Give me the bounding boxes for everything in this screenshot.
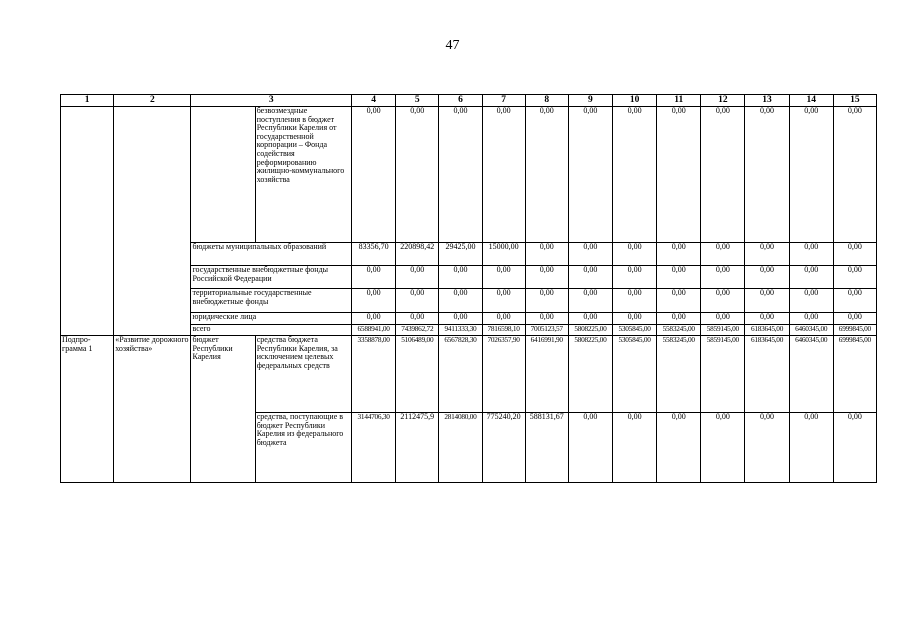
value-cell: 0,00 xyxy=(525,243,568,266)
value-cell: 9411333,30 xyxy=(439,325,482,336)
row-label: юридические лица xyxy=(191,313,352,325)
value-cell: 7026357,90 xyxy=(482,336,525,413)
row-label: средства бюджета Республики Карелия, за исключением целевых федеральных средств xyxy=(255,336,351,413)
empty-cell xyxy=(191,107,255,243)
value-cell: 5583245,00 xyxy=(657,325,701,336)
value-cell: 5305845,00 xyxy=(612,325,656,336)
value-cell: 0,00 xyxy=(612,107,656,243)
value-cell: 7439862,72 xyxy=(396,325,439,336)
value-cell: 0,00 xyxy=(439,313,482,325)
value-cell: 2814080,00 xyxy=(439,413,482,483)
value-cell: 6567828,30 xyxy=(439,336,482,413)
value-cell: 5808225,00 xyxy=(568,325,612,336)
header-cell: 10 xyxy=(612,95,656,107)
value-cell: 0,00 xyxy=(568,289,612,313)
value-cell: 0,00 xyxy=(568,413,612,483)
value-cell: 0,00 xyxy=(833,413,876,483)
value-cell: 0,00 xyxy=(612,243,656,266)
header-cell: 9 xyxy=(568,95,612,107)
header-cell: 15 xyxy=(833,95,876,107)
value-cell: 0,00 xyxy=(568,107,612,243)
value-cell: 0,00 xyxy=(568,266,612,289)
value-cell: 0,00 xyxy=(612,289,656,313)
value-cell: 6999845,00 xyxy=(833,325,876,336)
value-cell: 0,00 xyxy=(657,289,701,313)
value-cell: 0,00 xyxy=(525,266,568,289)
value-cell: 0,00 xyxy=(745,266,789,289)
value-cell: 0,00 xyxy=(789,243,833,266)
table-row xyxy=(61,336,877,413)
value-cell: 6460345,00 xyxy=(789,325,833,336)
value-cell: 0,00 xyxy=(789,107,833,243)
header-cell: 3 xyxy=(191,95,352,107)
value-cell: 0,00 xyxy=(833,313,876,325)
row-label: всего xyxy=(191,325,352,336)
value-cell: 29425,00 xyxy=(439,243,482,266)
header-cell: 4 xyxy=(352,95,396,107)
value-cell: 5583245,00 xyxy=(657,336,701,413)
header-row xyxy=(61,95,877,107)
row-label: средства, поступающие в бюджет Республики Карелия из федерального бюджета xyxy=(255,413,351,483)
value-cell: 0,00 xyxy=(525,107,568,243)
header-cell: 12 xyxy=(701,95,745,107)
header-cell: 7 xyxy=(482,95,525,107)
value-cell: 15000,00 xyxy=(482,243,525,266)
value-cell: 0,00 xyxy=(833,107,876,243)
value-cell: 0,00 xyxy=(352,289,396,313)
value-cell: 0,00 xyxy=(482,313,525,325)
value-cell: 6183645,00 xyxy=(745,336,789,413)
value-cell: 0,00 xyxy=(482,266,525,289)
value-cell: 0,00 xyxy=(833,266,876,289)
value-cell: 0,00 xyxy=(833,289,876,313)
value-cell: 0,00 xyxy=(745,107,789,243)
value-cell: 0,00 xyxy=(657,313,701,325)
program-name: «Развитие дорожного хозяйства» xyxy=(114,336,191,483)
row-label: бюджеты муниципальных образований xyxy=(191,243,352,266)
value-cell: 0,00 xyxy=(482,107,525,243)
value-cell: 220898,42 xyxy=(396,243,439,266)
header-cell: 2 xyxy=(114,95,191,107)
value-cell: 0,00 xyxy=(396,107,439,243)
table-row xyxy=(61,107,877,243)
value-cell: 0,00 xyxy=(612,313,656,325)
header-cell: 13 xyxy=(745,95,789,107)
value-cell: 5808225,00 xyxy=(568,336,612,413)
value-cell: 0,00 xyxy=(789,289,833,313)
header-cell: 8 xyxy=(525,95,568,107)
value-cell: 0,00 xyxy=(745,413,789,483)
value-cell: 0,00 xyxy=(789,313,833,325)
value-cell: 0,00 xyxy=(439,289,482,313)
value-cell: 6183645,00 xyxy=(745,325,789,336)
page-number: 47 xyxy=(445,38,460,53)
empty-cell xyxy=(61,107,114,336)
value-cell: 0,00 xyxy=(833,243,876,266)
budget-table xyxy=(60,94,877,483)
value-cell: 0,00 xyxy=(352,107,396,243)
value-cell: 0,00 xyxy=(396,266,439,289)
value-cell: 0,00 xyxy=(612,413,656,483)
value-cell: 0,00 xyxy=(568,313,612,325)
value-cell: 0,00 xyxy=(745,243,789,266)
header-cell: 1 xyxy=(61,95,114,107)
value-cell: 6999845,00 xyxy=(833,336,876,413)
value-cell: 5106489,00 xyxy=(396,336,439,413)
value-cell: 83356,70 xyxy=(352,243,396,266)
value-cell: 0,00 xyxy=(701,289,745,313)
header-cell: 5 xyxy=(396,95,439,107)
value-cell: 0,00 xyxy=(701,243,745,266)
value-cell: 0,00 xyxy=(657,413,701,483)
value-cell: 5305845,00 xyxy=(612,336,656,413)
value-cell: 3144706,30 xyxy=(352,413,396,483)
value-cell: 6588941,00 xyxy=(352,325,396,336)
row-label: территориальные государственные внебюджетные фонды xyxy=(191,289,352,313)
value-cell: 0,00 xyxy=(396,313,439,325)
value-cell: 0,00 xyxy=(789,266,833,289)
value-cell: 0,00 xyxy=(568,243,612,266)
empty-cell xyxy=(114,107,191,336)
program-code: Подпро-грамма 1 xyxy=(61,336,114,483)
header-cell: 6 xyxy=(439,95,482,107)
value-cell: 0,00 xyxy=(701,413,745,483)
value-cell: 0,00 xyxy=(352,266,396,289)
value-cell: 0,00 xyxy=(745,313,789,325)
value-cell: 0,00 xyxy=(701,107,745,243)
value-cell: 0,00 xyxy=(525,313,568,325)
value-cell: 0,00 xyxy=(352,313,396,325)
source-group: бюджет Республики Карелия xyxy=(191,336,255,483)
value-cell: 6416991,90 xyxy=(525,336,568,413)
row-label: безвозмездные поступления в бюджет Республики Карелия от государственной корпорации – Фонда содействия реформированию жилищно-коммунального хозяйства xyxy=(255,107,351,243)
value-cell: 0,00 xyxy=(657,107,701,243)
value-cell: 6460345,00 xyxy=(789,336,833,413)
value-cell: 0,00 xyxy=(396,289,439,313)
value-cell: 7816598,10 xyxy=(482,325,525,336)
value-cell: 0,00 xyxy=(657,243,701,266)
value-cell: 0,00 xyxy=(612,266,656,289)
row-label: государственные внебюджетные фонды Российской Федерации xyxy=(191,266,352,289)
value-cell: 588131,67 xyxy=(525,413,568,483)
value-cell: 0,00 xyxy=(701,313,745,325)
value-cell: 0,00 xyxy=(701,266,745,289)
value-cell: 0,00 xyxy=(482,289,525,313)
value-cell: 2112475,9 xyxy=(396,413,439,483)
value-cell: 0,00 xyxy=(525,289,568,313)
value-cell: 0,00 xyxy=(745,289,789,313)
value-cell: 3358878,00 xyxy=(352,336,396,413)
value-cell: 5859145,00 xyxy=(701,325,745,336)
value-cell: 0,00 xyxy=(657,266,701,289)
value-cell: 0,00 xyxy=(789,413,833,483)
value-cell: 775240,20 xyxy=(482,413,525,483)
value-cell: 5859145,00 xyxy=(701,336,745,413)
header-cell: 14 xyxy=(789,95,833,107)
value-cell: 7005123,57 xyxy=(525,325,568,336)
value-cell: 0,00 xyxy=(439,107,482,243)
header-cell: 11 xyxy=(657,95,701,107)
value-cell: 0,00 xyxy=(439,266,482,289)
